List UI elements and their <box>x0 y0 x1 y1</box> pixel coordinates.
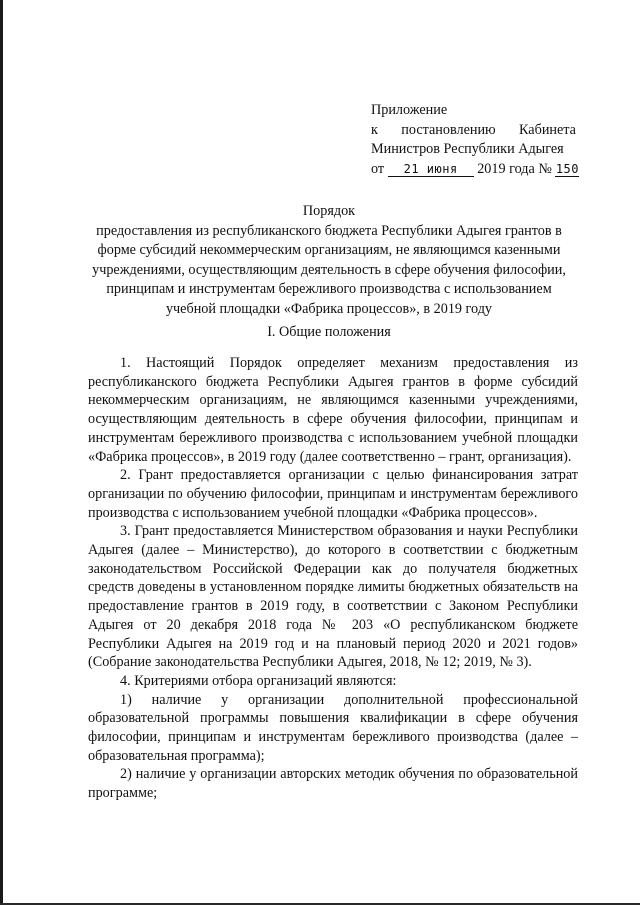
appendix-title: Приложение <box>371 102 448 118</box>
document-title <box>80 202 578 320</box>
paragraph-4: 4. Критериями отбора организаций являются: <box>120 672 397 689</box>
paragraph-3: 3. Грант предоставляется Министерством образования и науки Республики Адыгея (далее – Министерство), до которого в соответствии с бюджетным законодательством Российской Федерации как до получателя бюджетных средств доведены в установленном порядке лимиты бюджетных обязательств на предоставление грантов в 2019 году, в соответствии с Законом Республики Адыгея от 20 декабря 2018 года № 203 «О республиканском бюджете Республики Адыгея на 2019 год и на плановый период 2020 и 2021 годов» (Собрание законодательства Республики Адыгея, 2018, № 12; 2019, № 3). <box>88 523 578 671</box>
title-line-5: учебной площадки «Фабрика процессов», в 2019 году <box>165 300 493 317</box>
appendix-block <box>371 101 580 179</box>
appendix-line2 <box>371 121 576 141</box>
appendix-line2-right: Кабинета <box>519 121 576 138</box>
section-heading: I. Общие положения <box>267 324 391 340</box>
title-heading: Порядок <box>302 203 356 219</box>
number-underline <box>555 162 579 177</box>
appendix-line2-mid: постановлению <box>401 121 496 138</box>
handwritten-number: 150 <box>555 161 580 176</box>
date-underline <box>388 162 474 177</box>
paragraph-1: 1. Настоящий Порядок определяет механизм предоставления из республиканского бюджета Республики Адыгея грантов в форме субсидий некоммерческим организациям, не являющимся казенными учреждениями, осуществляющим деятельность в сфере обучения философии, принципам и инструментам бережливого производства с использованием учебной площадки «Фабрика процессов», в 2019 году (далее соответственно – грант, организация). <box>88 355 578 465</box>
title-line-1: предоставления из республиканского бюджета Республики Адыгея грантов в <box>96 222 562 239</box>
title-line-3: учреждениями, осуществляющим деятельность в сфере обучения философии, <box>92 261 566 278</box>
appendix-line3: Министров Республики Адыгея <box>371 141 564 157</box>
title-line-2: форме субсидий некоммерческим организациям, не являющимся казенными <box>97 242 561 259</box>
scan-left-edge <box>0 0 3 905</box>
appendix-date-line <box>371 160 580 180</box>
paragraph-2: 2. Грант предоставляется организации с целью финансирования затрат организации по обучению философии, принципам и инструментам бережливого производства с использованием учебной площадки «Фабрика процессов». <box>88 467 578 521</box>
year-text: 2019 года № <box>477 160 552 177</box>
document-body <box>88 354 578 803</box>
list-item-1: 1) наличие у организации дополнительной профессиональной образовательной программы повышения квалификации в сфере обучения философии, принципам и инструментам бережливого производства (далее – образовательная программа); <box>88 691 578 764</box>
list-item-2: 2) наличие у организации авторских методик обучения по образовательной программе; <box>88 766 578 802</box>
date-prefix: от <box>371 160 385 177</box>
title-line-4: принципам и инструментам бережливого производства с использованием <box>106 281 552 298</box>
appendix-line2-left: к <box>371 121 378 138</box>
handwritten-date: 21 июня <box>403 161 458 176</box>
